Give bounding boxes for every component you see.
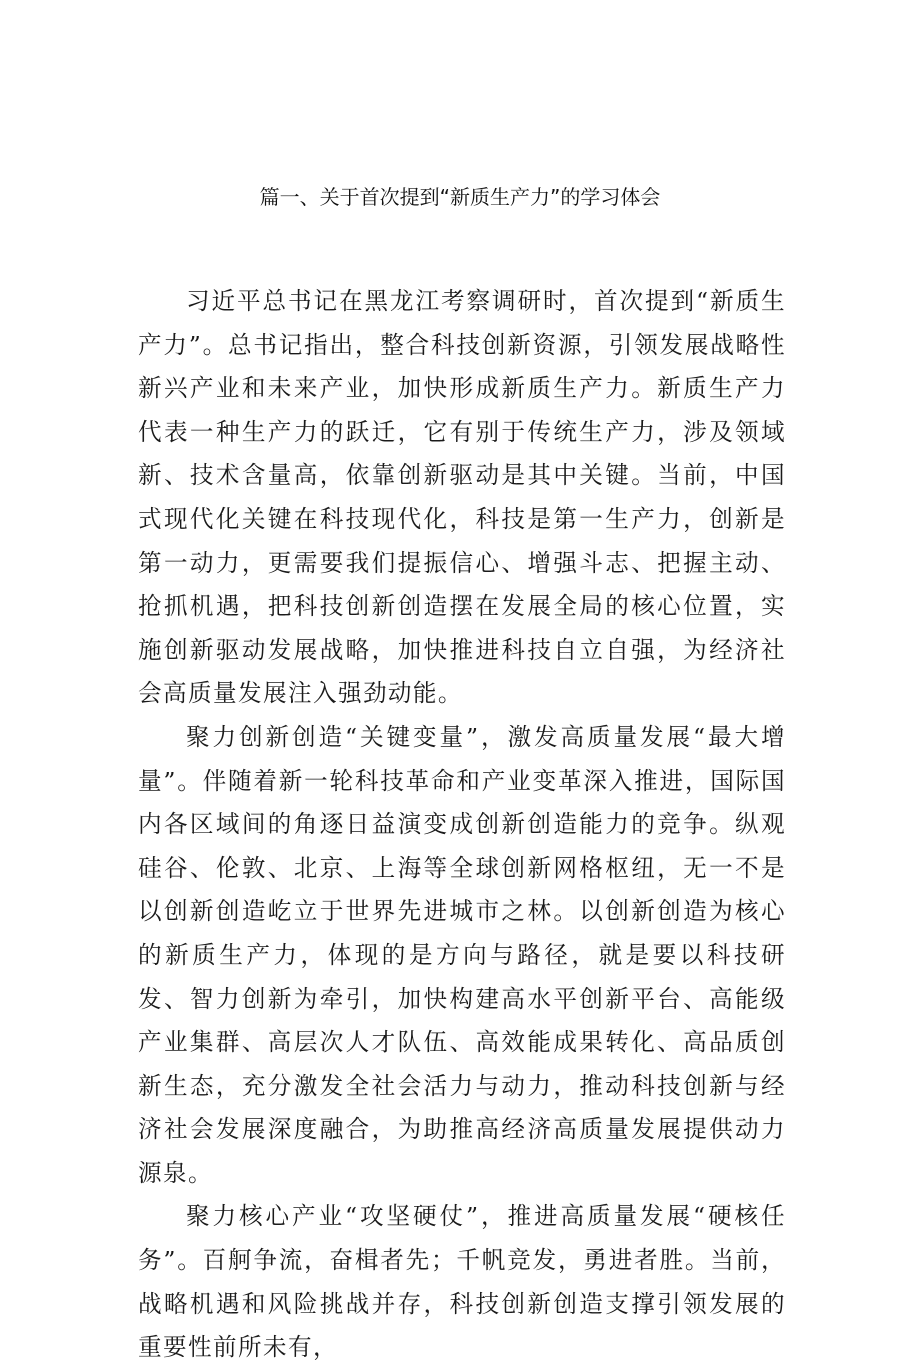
paragraph-1: 习近平总书记在黑龙江考察调研时，首次提到“新质生产力”。总书记指出，整合科技创新资源，引领发展战略性新兴产业和未来产业，加快形成新质生产力。新质生产力代表一种生产力的跃迁，它有别于传统生产力，涉及领域新、技术含量高，依靠创新驱动是其中关键。当前，中国式现代化关键在科技现代化，科技是第一生产力，创新是第一动力，更需要我们提振信心、增强斗志、把握主动、抢抓机遇，把科技创新创造摆在发展全局的核心位置，实施创新驱动发展战略，加快推进科技自立自强，为经济社会高质量发展注入强劲动能。 xyxy=(138,287,786,708)
paragraph-3: 聚力核心产业“攻坚硬仗”，推进高质量发展“硬核任务”。百舸争流，奋楫者先；千帆竞发，勇进者胜。当前，战略机遇和风险挑战并存，科技创新创造支撑引领发展的重要性前所未有， xyxy=(138,1202,786,1362)
document-title: 篇一、关于首次提到“新质生产力”的学习体会 xyxy=(259,185,661,209)
document-body xyxy=(138,280,786,1370)
paragraph-2: 聚力创新创造“关键变量”，激发高质量发展“最大增量”。伴随着新一轮科技革命和产业变革深入推进，国际国内各区域间的角逐日益演变成创新创造能力的竞争。纵观硅谷、伦敦、北京、上海等全球创新网格枢纽，无一不是以创新创造屹立于世界先进城市之林。以创新创造为核心的新质生产力，体现的是方向与路径，就是要以科技研发、智力创新为牵引，加快构建高水平创新平台、高能级产业集群、高层次人才队伍、高效能成果转化、高品质创新生态，充分激发全社会活力与动力，推动科技创新与经济社会发展深度融合，为助推高经济高质量发展提供动力源泉。 xyxy=(138,722,786,1187)
